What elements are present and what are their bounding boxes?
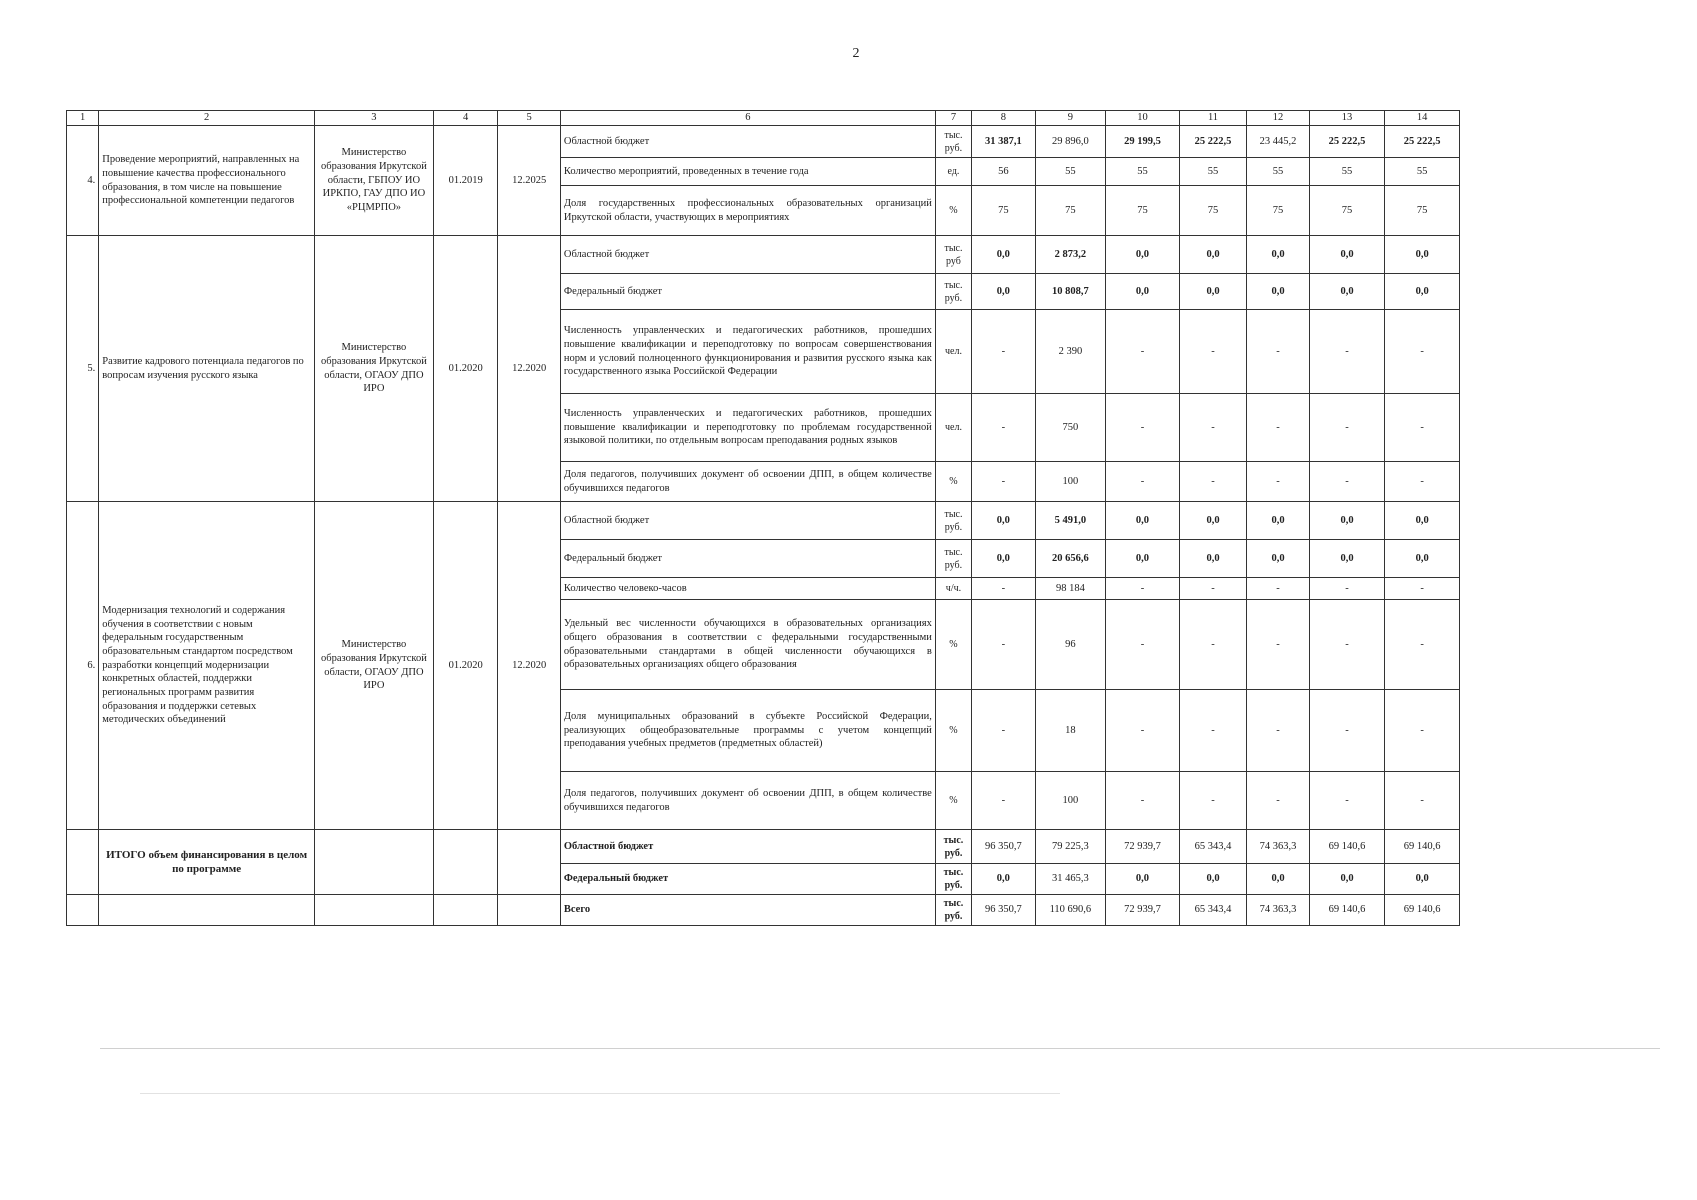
value-cell: 0,0 bbox=[1179, 274, 1247, 310]
total-empty-cell bbox=[67, 895, 99, 926]
value-cell: - bbox=[1247, 462, 1309, 502]
column-number: 4 bbox=[433, 111, 498, 126]
value-cell: 23 445,2 bbox=[1247, 126, 1309, 158]
activity-start: 01.2019 bbox=[433, 126, 498, 236]
value-cell: 96 350,7 bbox=[972, 895, 1036, 926]
indicator: Доля педагогов, получивших документ об освоении ДПП, в общем количестве обучившихся педагогов bbox=[560, 772, 935, 830]
value-cell: 0,0 bbox=[1106, 274, 1180, 310]
column-number: 11 bbox=[1179, 111, 1247, 126]
column-number: 12 bbox=[1247, 111, 1309, 126]
total-empty-cell bbox=[314, 895, 433, 926]
value-cell: 55 bbox=[1106, 158, 1180, 186]
value-cell: 0,0 bbox=[1179, 864, 1247, 895]
total-empty-cell bbox=[433, 830, 498, 895]
value-cell: 20 656,6 bbox=[1035, 540, 1106, 578]
value-cell: 0,0 bbox=[972, 274, 1036, 310]
value-cell: 0,0 bbox=[1385, 502, 1460, 540]
column-number: 8 bbox=[972, 111, 1036, 126]
indicator: Федеральный бюджет bbox=[560, 864, 935, 895]
value-cell: - bbox=[1385, 772, 1460, 830]
unit: тыс. руб. bbox=[935, 540, 971, 578]
value-cell: 69 140,6 bbox=[1309, 895, 1385, 926]
unit: тыс. руб. bbox=[935, 502, 971, 540]
total-empty-cell bbox=[498, 895, 560, 926]
indicator: Количество человеко-часов bbox=[560, 578, 935, 600]
value-cell: 75 bbox=[1247, 186, 1309, 236]
unit: чел. bbox=[935, 394, 971, 462]
value-cell: 25 222,5 bbox=[1309, 126, 1385, 158]
activity-start: 01.2020 bbox=[433, 236, 498, 502]
value-cell: 0,0 bbox=[1179, 236, 1247, 274]
column-number-row bbox=[67, 111, 1460, 126]
value-cell: 0,0 bbox=[1247, 864, 1309, 895]
activity-executor: Министерство образования Иркутской области, ОГАОУ ДПО ИРО bbox=[314, 236, 433, 502]
value-cell: - bbox=[1247, 690, 1309, 772]
value-cell: - bbox=[1385, 462, 1460, 502]
activity-name: Развитие кадрового потенциала педагогов по вопросам изучения русского языка bbox=[99, 236, 315, 502]
column-number: 2 bbox=[99, 111, 315, 126]
unit: тыс. руб. bbox=[935, 864, 971, 895]
indicator: Областной бюджет bbox=[560, 502, 935, 540]
value-cell: - bbox=[972, 578, 1036, 600]
value-cell: 0,0 bbox=[1309, 236, 1385, 274]
unit: тыс. руб. bbox=[935, 830, 971, 864]
value-cell: - bbox=[1247, 772, 1309, 830]
unit: ч/ч. bbox=[935, 578, 971, 600]
unit: тыс. руб bbox=[935, 236, 971, 274]
total-empty-cell bbox=[67, 830, 99, 895]
value-cell: - bbox=[1179, 690, 1247, 772]
value-cell: 0,0 bbox=[1179, 502, 1247, 540]
column-number: 10 bbox=[1106, 111, 1180, 126]
value-cell: 29 896,0 bbox=[1035, 126, 1106, 158]
table-row bbox=[67, 830, 1460, 864]
value-cell: 75 bbox=[972, 186, 1036, 236]
value-cell: - bbox=[1106, 578, 1180, 600]
value-cell: 0,0 bbox=[1309, 274, 1385, 310]
value-cell: - bbox=[1247, 578, 1309, 600]
value-cell: 75 bbox=[1106, 186, 1180, 236]
value-cell: - bbox=[1385, 394, 1460, 462]
value-cell: - bbox=[1247, 394, 1309, 462]
value-cell: 0,0 bbox=[1385, 540, 1460, 578]
unit: % bbox=[935, 186, 971, 236]
total-empty-cell bbox=[433, 895, 498, 926]
value-cell: 0,0 bbox=[972, 236, 1036, 274]
activity-number: 4. bbox=[67, 126, 99, 236]
value-cell: - bbox=[1309, 462, 1385, 502]
value-cell: - bbox=[1309, 600, 1385, 690]
indicator: Численность управленческих и педагогических работников, прошедших повышение квалификации и переподготовку по вопросам совершенствования норм и условий полноценного функционирования и развития русского языка как государственного языка Российской Федерации bbox=[560, 310, 935, 394]
value-cell: 2 873,2 bbox=[1035, 236, 1106, 274]
value-cell: - bbox=[1385, 578, 1460, 600]
value-cell: - bbox=[1247, 600, 1309, 690]
table-row bbox=[67, 236, 1460, 274]
activity-number: 6. bbox=[67, 502, 99, 830]
value-cell: 31 387,1 bbox=[972, 126, 1036, 158]
value-cell: - bbox=[972, 600, 1036, 690]
column-number: 14 bbox=[1385, 111, 1460, 126]
indicator: Удельный вес численности обучающихся в образовательных организациях общего образования в соответствии с федеральными государственными образовательными стандартами в общей численности обучающихся в образовательных организациях общего образования bbox=[560, 600, 935, 690]
value-cell: - bbox=[1179, 394, 1247, 462]
indicator: Федеральный бюджет bbox=[560, 274, 935, 310]
value-cell: 0,0 bbox=[1309, 864, 1385, 895]
activity-name: Проведение мероприятий, направленных на повышение качества профессионального образования, в том числе на повышение профессиональной компетенции педагогов bbox=[99, 126, 315, 236]
value-cell: 29 199,5 bbox=[1106, 126, 1180, 158]
value-cell: 0,0 bbox=[1309, 540, 1385, 578]
value-cell: - bbox=[972, 394, 1036, 462]
value-cell: 74 363,3 bbox=[1247, 830, 1309, 864]
value-cell: 2 390 bbox=[1035, 310, 1106, 394]
value-cell: 72 939,7 bbox=[1106, 895, 1180, 926]
value-cell: 56 bbox=[972, 158, 1036, 186]
unit: % bbox=[935, 772, 971, 830]
value-cell: 18 bbox=[1035, 690, 1106, 772]
value-cell: 55 bbox=[1309, 158, 1385, 186]
value-cell: 0,0 bbox=[1385, 864, 1460, 895]
activity-end: 12.2025 bbox=[498, 126, 560, 236]
table-row bbox=[67, 895, 1460, 926]
indicator: Численность управленческих и педагогических работников, прошедших повышение квалификации и переподготовку по проблемам государственной языковой политики, по отдельным вопросам преподавания родных языков bbox=[560, 394, 935, 462]
total-empty-cell bbox=[99, 895, 315, 926]
table-row bbox=[67, 502, 1460, 540]
unit: чел. bbox=[935, 310, 971, 394]
value-cell: - bbox=[1309, 310, 1385, 394]
value-cell: 0,0 bbox=[972, 502, 1036, 540]
column-number: 7 bbox=[935, 111, 971, 126]
value-cell: - bbox=[1179, 578, 1247, 600]
indicator: Областной бюджет bbox=[560, 830, 935, 864]
value-cell: - bbox=[1385, 600, 1460, 690]
value-cell: - bbox=[1247, 310, 1309, 394]
total-empty-cell bbox=[498, 830, 560, 895]
value-cell: 110 690,6 bbox=[1035, 895, 1106, 926]
value-cell: - bbox=[1106, 310, 1180, 394]
value-cell: 75 bbox=[1385, 186, 1460, 236]
value-cell: - bbox=[1179, 310, 1247, 394]
value-cell: 0,0 bbox=[1106, 236, 1180, 274]
value-cell: - bbox=[1179, 462, 1247, 502]
unit: тыс. руб. bbox=[935, 895, 971, 926]
indicator: Количество мероприятий, проведенных в течение года bbox=[560, 158, 935, 186]
activity-executor: Министерство образования Иркутской области, ОГАОУ ДПО ИРО bbox=[314, 502, 433, 830]
indicator: Областной бюджет bbox=[560, 126, 935, 158]
scan-artifact-line bbox=[100, 1048, 1660, 1049]
indicator: Доля государственных профессиональных образовательных организаций Иркутской области, участвующих в мероприятиях bbox=[560, 186, 935, 236]
value-cell: 98 184 bbox=[1035, 578, 1106, 600]
indicator: Областной бюджет bbox=[560, 236, 935, 274]
column-number: 13 bbox=[1309, 111, 1385, 126]
value-cell: 74 363,3 bbox=[1247, 895, 1309, 926]
column-number: 6 bbox=[560, 111, 935, 126]
value-cell: 10 808,7 bbox=[1035, 274, 1106, 310]
unit: % bbox=[935, 462, 971, 502]
table-row bbox=[67, 126, 1460, 158]
activity-end: 12.2020 bbox=[498, 236, 560, 502]
value-cell: 0,0 bbox=[1106, 540, 1180, 578]
value-cell: 69 140,6 bbox=[1385, 895, 1460, 926]
value-cell: 75 bbox=[1035, 186, 1106, 236]
value-cell: - bbox=[1106, 600, 1180, 690]
value-cell: - bbox=[1106, 462, 1180, 502]
value-cell: 55 bbox=[1247, 158, 1309, 186]
value-cell: 65 343,4 bbox=[1179, 830, 1247, 864]
value-cell: 65 343,4 bbox=[1179, 895, 1247, 926]
value-cell: 0,0 bbox=[972, 540, 1036, 578]
scan-artifact-line bbox=[140, 1093, 1060, 1094]
indicator: Доля педагогов, получивших документ об освоении ДПП, в общем количестве обучившихся педагогов bbox=[560, 462, 935, 502]
value-cell: - bbox=[1309, 772, 1385, 830]
unit: % bbox=[935, 600, 971, 690]
value-cell: - bbox=[1385, 690, 1460, 772]
value-cell: - bbox=[1309, 394, 1385, 462]
value-cell: 0,0 bbox=[972, 864, 1036, 895]
value-cell: - bbox=[1309, 690, 1385, 772]
unit: ед. bbox=[935, 158, 971, 186]
program-table bbox=[66, 110, 1460, 926]
value-cell: 25 222,5 bbox=[1385, 126, 1460, 158]
column-number: 9 bbox=[1035, 111, 1106, 126]
indicator: Федеральный бюджет bbox=[560, 540, 935, 578]
value-cell: - bbox=[1309, 578, 1385, 600]
value-cell: 31 465,3 bbox=[1035, 864, 1106, 895]
value-cell: 100 bbox=[1035, 462, 1106, 502]
value-cell: 0,0 bbox=[1179, 540, 1247, 578]
value-cell: 75 bbox=[1179, 186, 1247, 236]
value-cell: 55 bbox=[1385, 158, 1460, 186]
activity-executor: Министерство образования Иркутской области, ГБПОУ ИО ИРКПО, ГАУ ДПО ИО «РЦМРПО» bbox=[314, 126, 433, 236]
value-cell: 0,0 bbox=[1247, 540, 1309, 578]
unit: тыс. руб. bbox=[935, 274, 971, 310]
value-cell: - bbox=[972, 690, 1036, 772]
value-cell: 100 bbox=[1035, 772, 1106, 830]
value-cell: 55 bbox=[1035, 158, 1106, 186]
value-cell: - bbox=[1106, 690, 1180, 772]
activity-name: Модернизация технологий и содержания обучения в соответствии с новым федеральным государственным образовательным стандартом посредством разработки концепций модернизации конкретных областей, поддержки региональных программ развития образования и поддержки сетевых методических объединений bbox=[99, 502, 315, 830]
value-cell: 96 bbox=[1035, 600, 1106, 690]
total-empty-cell bbox=[314, 830, 433, 895]
value-cell: - bbox=[972, 310, 1036, 394]
value-cell: 0,0 bbox=[1247, 274, 1309, 310]
value-cell: 0,0 bbox=[1385, 274, 1460, 310]
value-cell: 79 225,3 bbox=[1035, 830, 1106, 864]
value-cell: - bbox=[972, 772, 1036, 830]
activity-start: 01.2020 bbox=[433, 502, 498, 830]
value-cell: 0,0 bbox=[1106, 502, 1180, 540]
value-cell: 96 350,7 bbox=[972, 830, 1036, 864]
value-cell: - bbox=[1106, 772, 1180, 830]
value-cell: - bbox=[1385, 310, 1460, 394]
indicator: Всего bbox=[560, 895, 935, 926]
value-cell: 25 222,5 bbox=[1179, 126, 1247, 158]
value-cell: - bbox=[1179, 600, 1247, 690]
value-cell: - bbox=[1106, 394, 1180, 462]
value-cell: 0,0 bbox=[1309, 502, 1385, 540]
indicator: Доля муниципальных образований в субъекте Российской Федерации, реализующих общеобразовательные программы с учетом концепций преподавания учебных предметов (предметных областей) bbox=[560, 690, 935, 772]
page-number: 2 bbox=[852, 46, 860, 61]
value-cell: 750 bbox=[1035, 394, 1106, 462]
value-cell: - bbox=[972, 462, 1036, 502]
value-cell: 69 140,6 bbox=[1309, 830, 1385, 864]
value-cell: 72 939,7 bbox=[1106, 830, 1180, 864]
activity-number: 5. bbox=[67, 236, 99, 502]
column-number: 1 bbox=[67, 111, 99, 126]
total-label: ИТОГО объем финансирования в целом по программе bbox=[99, 830, 315, 895]
value-cell: 0,0 bbox=[1106, 864, 1180, 895]
value-cell: 69 140,6 bbox=[1385, 830, 1460, 864]
unit: % bbox=[935, 690, 971, 772]
activity-end: 12.2020 bbox=[498, 502, 560, 830]
value-cell: 0,0 bbox=[1247, 502, 1309, 540]
value-cell: 75 bbox=[1309, 186, 1385, 236]
value-cell: 0,0 bbox=[1247, 236, 1309, 274]
column-number: 3 bbox=[314, 111, 433, 126]
value-cell: - bbox=[1179, 772, 1247, 830]
unit: тыс. руб. bbox=[935, 126, 971, 158]
value-cell: 5 491,0 bbox=[1035, 502, 1106, 540]
column-number: 5 bbox=[498, 111, 560, 126]
value-cell: 0,0 bbox=[1385, 236, 1460, 274]
value-cell: 55 bbox=[1179, 158, 1247, 186]
